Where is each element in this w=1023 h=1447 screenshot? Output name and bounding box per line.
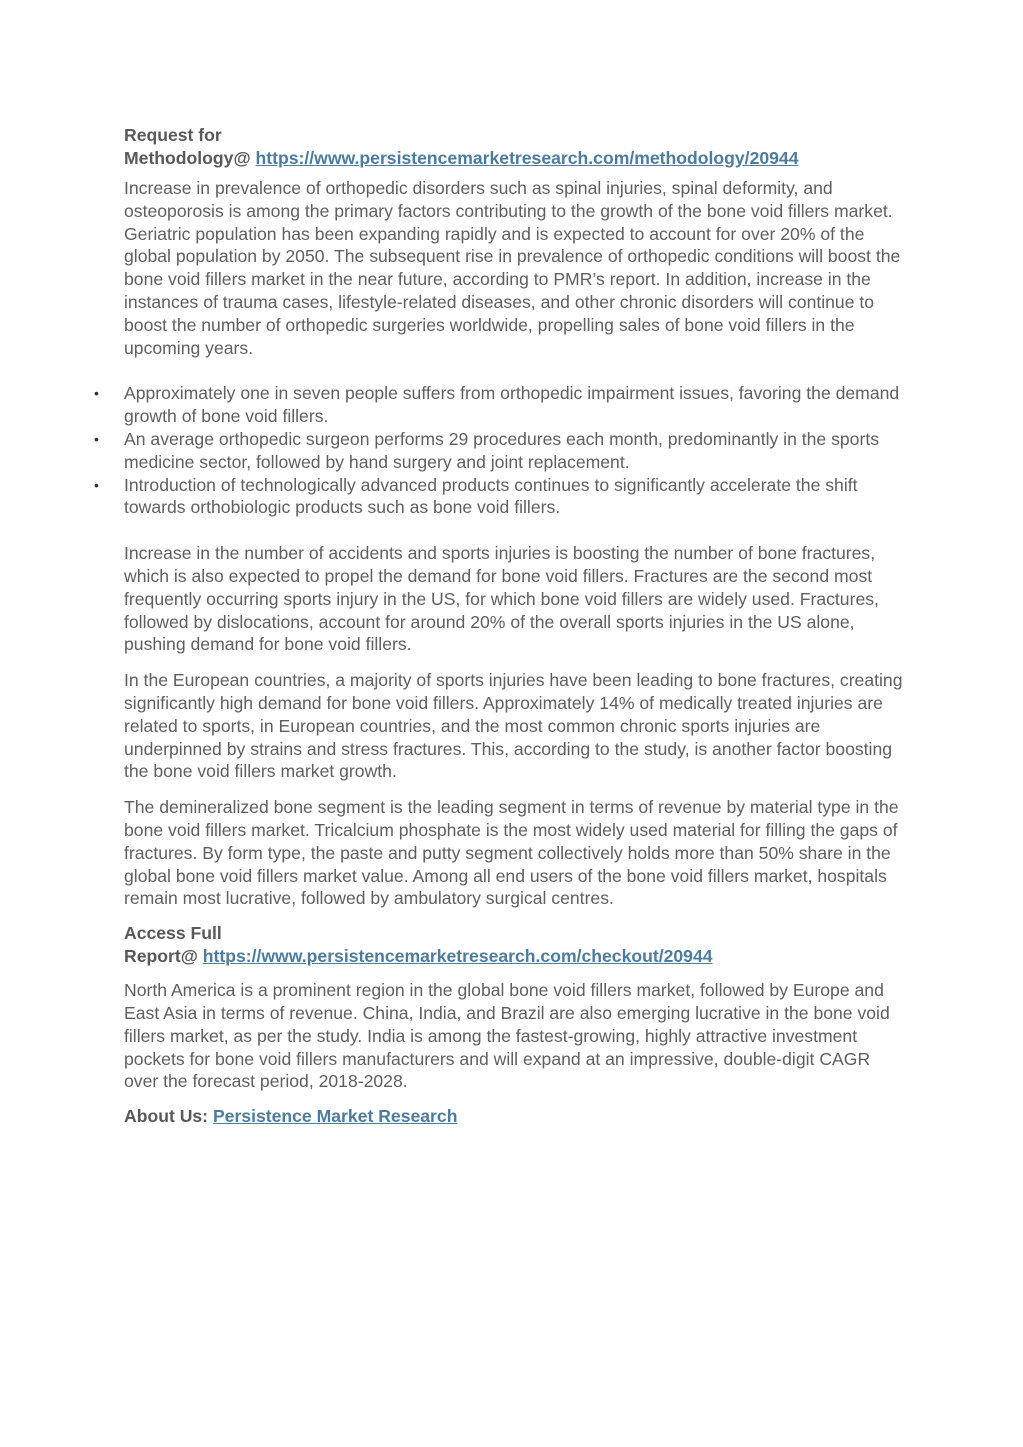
key-facts-list [94, 382, 904, 519]
methodology-link[interactable]: https://www.persistencemarketresearch.com/methodology/20944 [255, 147, 799, 168]
list-item [94, 428, 904, 474]
bullet-text: An average orthopedic surgeon performs 29 procedures each month, predominantly in the sports medicine sector, followed by hand surgery and joint replacement. [124, 428, 880, 472]
list-item [94, 382, 904, 428]
bullet-icon: • [94, 385, 99, 402]
bullet-icon: • [94, 476, 99, 493]
access-report-label-line2: Report@ [124, 945, 203, 966]
paragraph-prevalence: Increase in prevalence of orthopedic disorders such as spinal injuries, spinal deformity, and osteoporosis is among the primary factors contributing to the growth of the bone void fillers market. Geriatric population has been expanding rapidly and is expected to account for over 20% of the global population by 2050. The subsequent rise in prevalence of orthopedic conditions will boost the bone void fillers market in the near future, according to PMR’s report. In addition, increase in the instances of trauma cases, lifestyle-related diseases, and other chronic disorders will continue to boost the number of orthopedic surgeries worldwide, propelling sales of bone void fillers in the upcoming years. [124, 178, 901, 358]
company-link[interactable]: Persistence Market Research [212, 1106, 458, 1127]
access-report-label-line1: Access Full [124, 923, 222, 944]
access-report-heading [124, 922, 904, 967]
about-us-label: About Us: [124, 1106, 213, 1127]
request-methodology-heading [124, 124, 904, 169]
paragraph-sports-injuries: Increase in the number of accidents and sports injuries is boosting the number of bone fractures, which is also expected to propel the demand for bone void fillers. Fractures are the second most frequently occurring sports injury in the US, for which bone void fillers are widely used. Fractures, followed by dislocations, account for around 20% of the overall sports injuries in the US alone, pushing demand for bone void fillers. [124, 543, 879, 655]
list-item [94, 474, 904, 520]
bullet-icon: • [94, 430, 99, 447]
paragraph-european-countries: In the European countries, a majority of sports injuries have been leading to bone fractures, creating significantly high demand for bone void fillers. Approximately 14% of medically treated injuries are related to sports, in European countries, and the most common chronic sports injuries are underpinned by strains and stress fractures. This, according to the study, is another factor boosting the bone void fillers market growth. [124, 670, 903, 782]
bullet-text: Introduction of technologically advanced products continues to significantly accelerate the shift towards orthobiologic products such as bone void fillers. [124, 474, 858, 518]
paragraph-regions: North America is a prominent region in the global bone void fillers market, followed by Europe and East Asia in terms of revenue. China, India, and Brazil are also emerging lucrative in the bone void fillers market, as per the study. India is among the fastest-growing, highly attractive investment pockets for bone void fillers manufacturers and will expand at an impressive, double-digit CAGR over the forecast period, 2018-2028. [124, 980, 890, 1092]
about-us-line [124, 1105, 904, 1128]
paragraph-segments: The demineralized bone segment is the leading segment in terms of revenue by material type in the bone void fillers market. Tricalcium phosphate is the most widely used material for filling the gaps of fractures. By form type, the paste and putty segment collectively holds more than 50% share in the global bone void fillers market value. Among all end users of the bone void fillers market, hospitals remain most lucrative, followed by ambulatory surgical centres. [124, 797, 899, 909]
bullet-text: Approximately one in seven people suffers from orthopedic impairment issues, favoring the demand growth of bone void fillers. [124, 383, 900, 427]
document-page [94, 124, 904, 1128]
request-methodology-label-line1: Request for [124, 125, 222, 145]
request-methodology-label-line2: Methodology@ [124, 147, 256, 168]
checkout-link[interactable]: https://www.persistencemarketresearch.com/checkout/20944 [202, 945, 713, 966]
